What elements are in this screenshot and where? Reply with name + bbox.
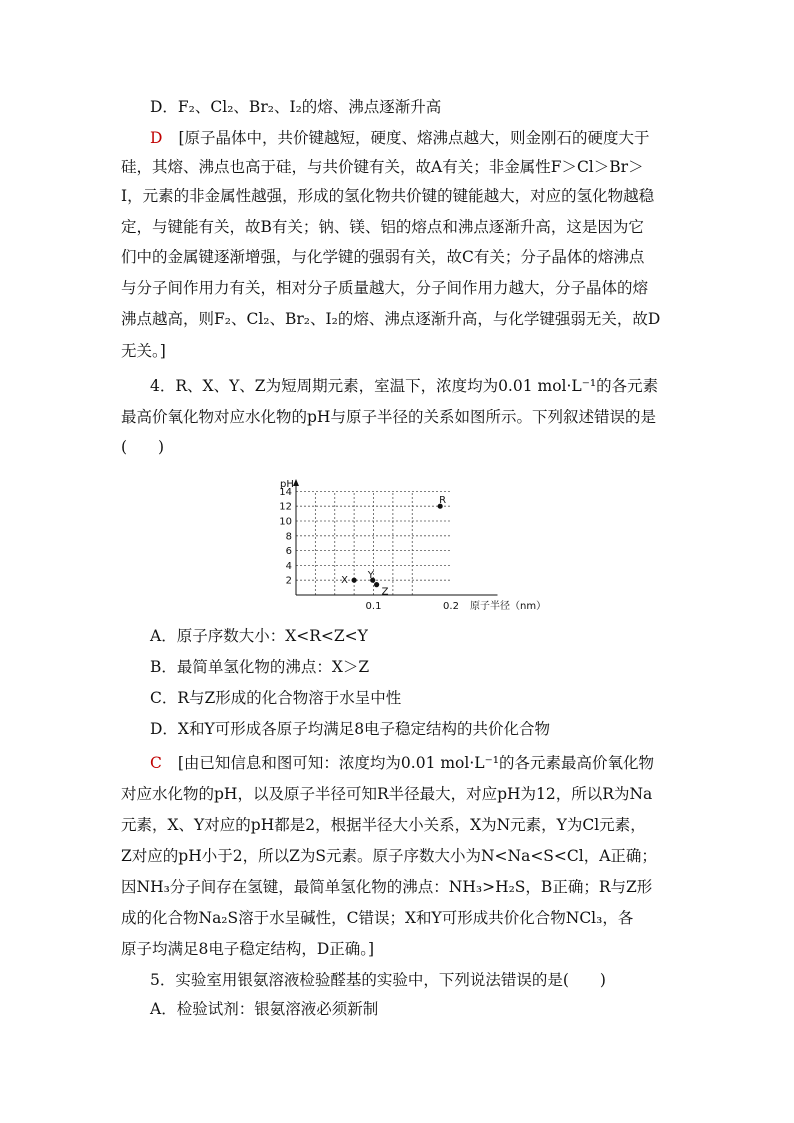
data-point-x xyxy=(352,578,357,583)
y-tick-label: 14 xyxy=(279,486,292,498)
q4-option-d: D．X和Y可形成各原子均满足8电子稳定结构的共价化合物 xyxy=(150,720,551,738)
q3-explanation-line: I，元素的非金属性越强，形成的氢化物共价键的键能越大，对应的氢化物越稳 xyxy=(121,187,655,205)
q4-explanation-line: [由已知信息和图可知：浓度均为0.01 mol·L⁻¹的各元素最高价氧化物 xyxy=(177,754,654,772)
data-point-z xyxy=(374,582,379,587)
q4-explanation-line: 原子均满足8电子稳定结构，D正确。] xyxy=(121,940,375,958)
q3-explanation-line: 无关。] xyxy=(121,342,166,360)
q4-stem-line: 4．R、X、Y、Z为短周期元素，室温下，浓度均为0.01 mol·L⁻¹的各元素 xyxy=(150,377,659,395)
data-label-r: R xyxy=(439,495,447,507)
q3-explanation-first-line xyxy=(150,128,650,148)
q3-explanation-line: 硅，其熔、沸点也高于硅，与共价键有关，故A有关；非金属性F＞Cl＞Br＞ xyxy=(121,158,644,176)
y-tick-label: 4 xyxy=(285,560,292,572)
q4-option-b: B．最简单氢化物的沸点：X＞Z xyxy=(150,658,370,676)
chart-axes xyxy=(293,479,498,595)
data-label-z: Z xyxy=(381,586,389,598)
q4-answer-blank: ( ) xyxy=(121,438,165,456)
x-tick-label: 0.2 xyxy=(443,601,459,612)
q4-explanation-line: 元素，X、Y对应的pH都是2，根据半径大小关系，X为N元素，Y为Cl元素， xyxy=(121,816,646,834)
data-label-x: X xyxy=(341,575,348,587)
q3-explanation-line: [原子晶体中，共价键越短，硬度、熔沸点越大，则金刚石的硬度大于 xyxy=(178,129,650,147)
q3-explanation-line: 与分子间作用力有关，相对分子质量越大，分子间作用力越大，分子晶体的熔 xyxy=(121,279,649,297)
q3-explanation-line: 沸点越高，则F₂、Cl₂、Br₂、I₂的熔、沸点逐渐升高，与化学键强弱无关，故D xyxy=(121,310,661,328)
q3-explanation-line: 定，与键能有关，故B有关；钠、镁、铝的熔点和沸点逐渐升高，这是因为它 xyxy=(121,218,644,236)
y-axis-label: pH xyxy=(280,479,294,490)
q4-stem-line: 最高价氧化物对应水化物的pH与原子半径的关系如图所示。下列叙述错误的是 xyxy=(121,408,656,426)
y-tick-label: 10 xyxy=(279,516,292,528)
q4-explanation-line: 成的化合物Na₂S溶于水呈碱性，C错误；X和Y可形成共价化合物NCl₃，各 xyxy=(121,909,634,927)
q5-option-a: A．检验试剂：银氨溶液必须新制 xyxy=(150,1000,379,1018)
x-axis-label: 原子半径（nm） xyxy=(470,601,547,612)
q4-explanation-line: 对应水化物的pH，以及原子半径可知R半径最大，对应pH为12，所以R为Na xyxy=(121,785,653,803)
q3-explanation-line: 们中的金属键逐渐增强，与化学键的强弱有关，故C有关；分子晶体的熔沸点 xyxy=(121,248,645,266)
q4-explanation-line: Z对应的pH小于2，所以Z为S元素。原子序数大小为N<Na<S<Cl，A正确； xyxy=(121,847,657,865)
y-tick-label: 6 xyxy=(285,546,292,558)
q4-explanation-first-line xyxy=(150,753,654,773)
y-tick-label: 8 xyxy=(285,531,292,543)
q4-answer-letter: C xyxy=(150,754,162,772)
q3-option-d: D．F₂、Cl₂、Br₂、I₂的熔、沸点逐渐升高 xyxy=(150,98,442,116)
q3-answer-letter: D xyxy=(150,129,163,147)
y-tick-label: 12 xyxy=(279,501,292,513)
q4-option-a: A．原子序数大小：X<R<Z<Y xyxy=(150,627,368,645)
q4-option-c: C．R与Z形成的化合物溶于水呈中性 xyxy=(150,689,402,707)
y-tick-label: 2 xyxy=(285,575,292,587)
x-tick-label: 0.1 xyxy=(365,601,382,612)
data-label-y: Y xyxy=(367,570,374,582)
q4-explanation-line: 因NH₃分子间存在氢键，最简单氢化物的沸点：NH₃>H₂S，B正确；R与Z形 xyxy=(121,878,653,896)
q5-stem: 5．实验室用银氨溶液检验醛基的实验中，下列说法错误的是( ) xyxy=(150,971,606,989)
chart-ticks xyxy=(279,487,459,612)
y-axis-arrow xyxy=(293,479,299,486)
ph-vs-radius-chart xyxy=(270,460,570,615)
chart-points xyxy=(341,495,446,597)
